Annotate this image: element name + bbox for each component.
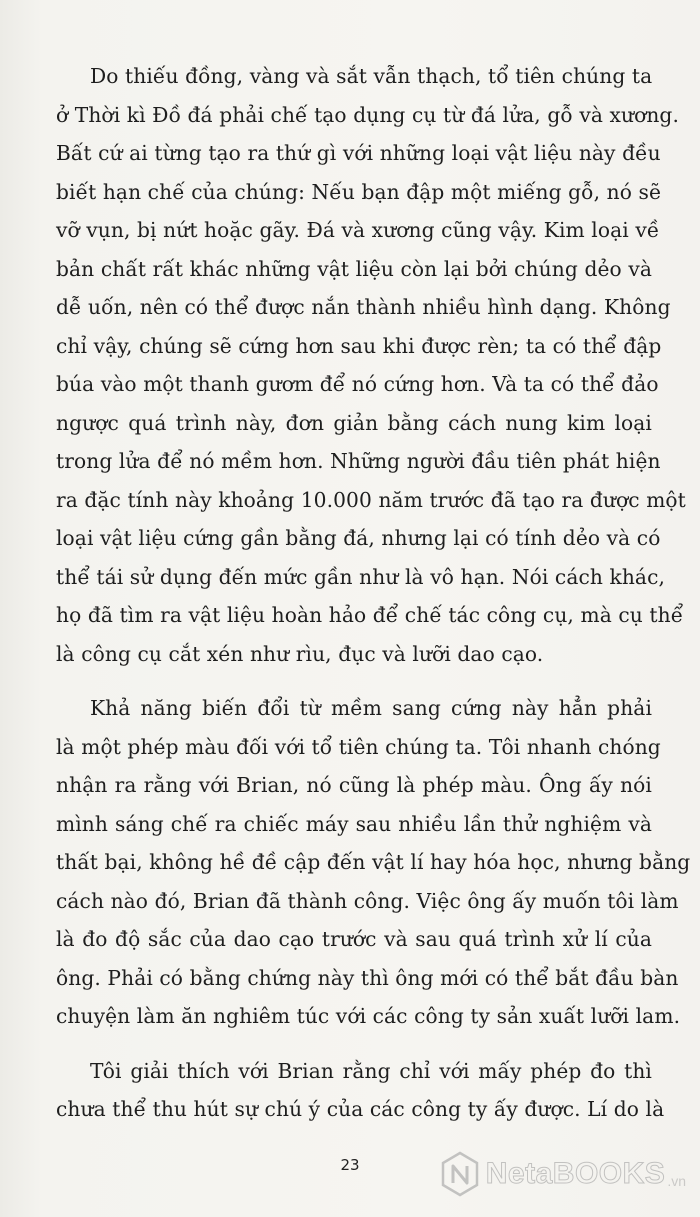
text-line: bản chất rất khác những vật liệu còn lại bởi chúng dẻo và <box>56 256 652 281</box>
text-line: thể tái sử dụng đến mức gần như là vô hạn. Nói cách khác, <box>56 564 665 589</box>
page-number: 23 <box>340 1156 360 1174</box>
text-line: vỡ vụn, bị nứt hoặc gãy. Đá và xương cũng vậy. Kim loại về <box>56 218 660 242</box>
text-line: ra đặc tính này khoảng 10.000 năm trước đã tạo ra được một <box>56 487 686 512</box>
text-line: Bất cứ ai từng tạo ra thứ gì với những loại vật liệu này đều <box>56 141 661 165</box>
text-line: nhận ra rằng với Brian, nó cũng là phép màu. Ông ấy nói <box>56 773 652 797</box>
body-text <box>56 57 691 1145</box>
text-line: Tôi giải thích với Brian rằng chỉ với mấy phép đo thì <box>90 1058 652 1083</box>
paragraph-1 <box>56 57 686 673</box>
text-line: cách nào đó, Brian đã thành công. Việc ông ấy muốn tôi làm <box>56 888 679 913</box>
text-line: loại vật liệu cứng gần bằng đá, nhưng lại có tính dẻo và có <box>56 526 661 550</box>
text-line: ở Thời kì Đồ đá phải chế tạo dụng cụ từ đá lửa, gỗ và xương. <box>56 102 679 127</box>
text-line: biết hạn chế của chúng: Nếu bạn đập một miếng gỗ, nó sẽ <box>56 179 661 204</box>
text-line: thất bại, không hề đề cập đến vật lí hay hóa học, nhưng bằng <box>56 850 691 874</box>
text-line: chưa thể thu hút sự chú ý của các công ty ấy được. Lí do là <box>56 1097 665 1121</box>
watermark <box>440 1151 686 1197</box>
text-line: dễ uốn, nên có thể được nắn thành nhiều hình dạng. Không <box>56 295 671 319</box>
paragraph-3 <box>56 1052 665 1129</box>
watermark-suffix: .vn <box>667 1173 686 1189</box>
text-line: ngược quá trình này, đơn giản bằng cách nung kim loại <box>56 410 652 435</box>
text-line: Khả năng biến đổi từ mềm sang cứng này hẳn phải <box>90 696 652 720</box>
text-line: búa vào một thanh gươm để nó cứng hơn. Và ta có thể đảo <box>56 372 659 396</box>
text-line: chuyện làm ăn nghiêm túc với các công ty sản xuất lưỡi lam. <box>56 1004 681 1028</box>
watermark-brand: NetaBOOKS <box>485 1157 666 1190</box>
text-line: là đo độ sắc của dao cạo trước và sau quá trình xử lí của <box>56 927 652 951</box>
text-line: Do thiếu đồng, vàng và sắt vẫn thạch, tổ tiên chúng ta <box>90 64 653 88</box>
paragraph-2 <box>56 689 691 1036</box>
text-line: mình sáng chế ra chiếc máy sau nhiều lần thử nghiệm và <box>56 811 652 836</box>
text-line: họ đã tìm ra vật liệu hoàn hảo để chế tác công cụ, mà cụ thể <box>56 603 684 627</box>
text-line: ông. Phải có bằng chứng này thì ông mới có thể bắt đầu bàn <box>56 965 679 990</box>
text-line: chỉ vậy, chúng sẽ cứng hơn sau khi được rèn; ta có thể đập <box>56 333 662 358</box>
hexagon-n-logo-icon <box>440 1151 480 1197</box>
text-line: trong lửa để nó mềm hơn. Những người đầu tiên phát hiện <box>56 449 661 473</box>
text-line: là công cụ cắt xén như rìu, đục và lưỡi dao cạo. <box>56 641 544 666</box>
text-line: là một phép màu đối với tổ tiên chúng ta. Tôi nhanh chóng <box>56 734 661 759</box>
